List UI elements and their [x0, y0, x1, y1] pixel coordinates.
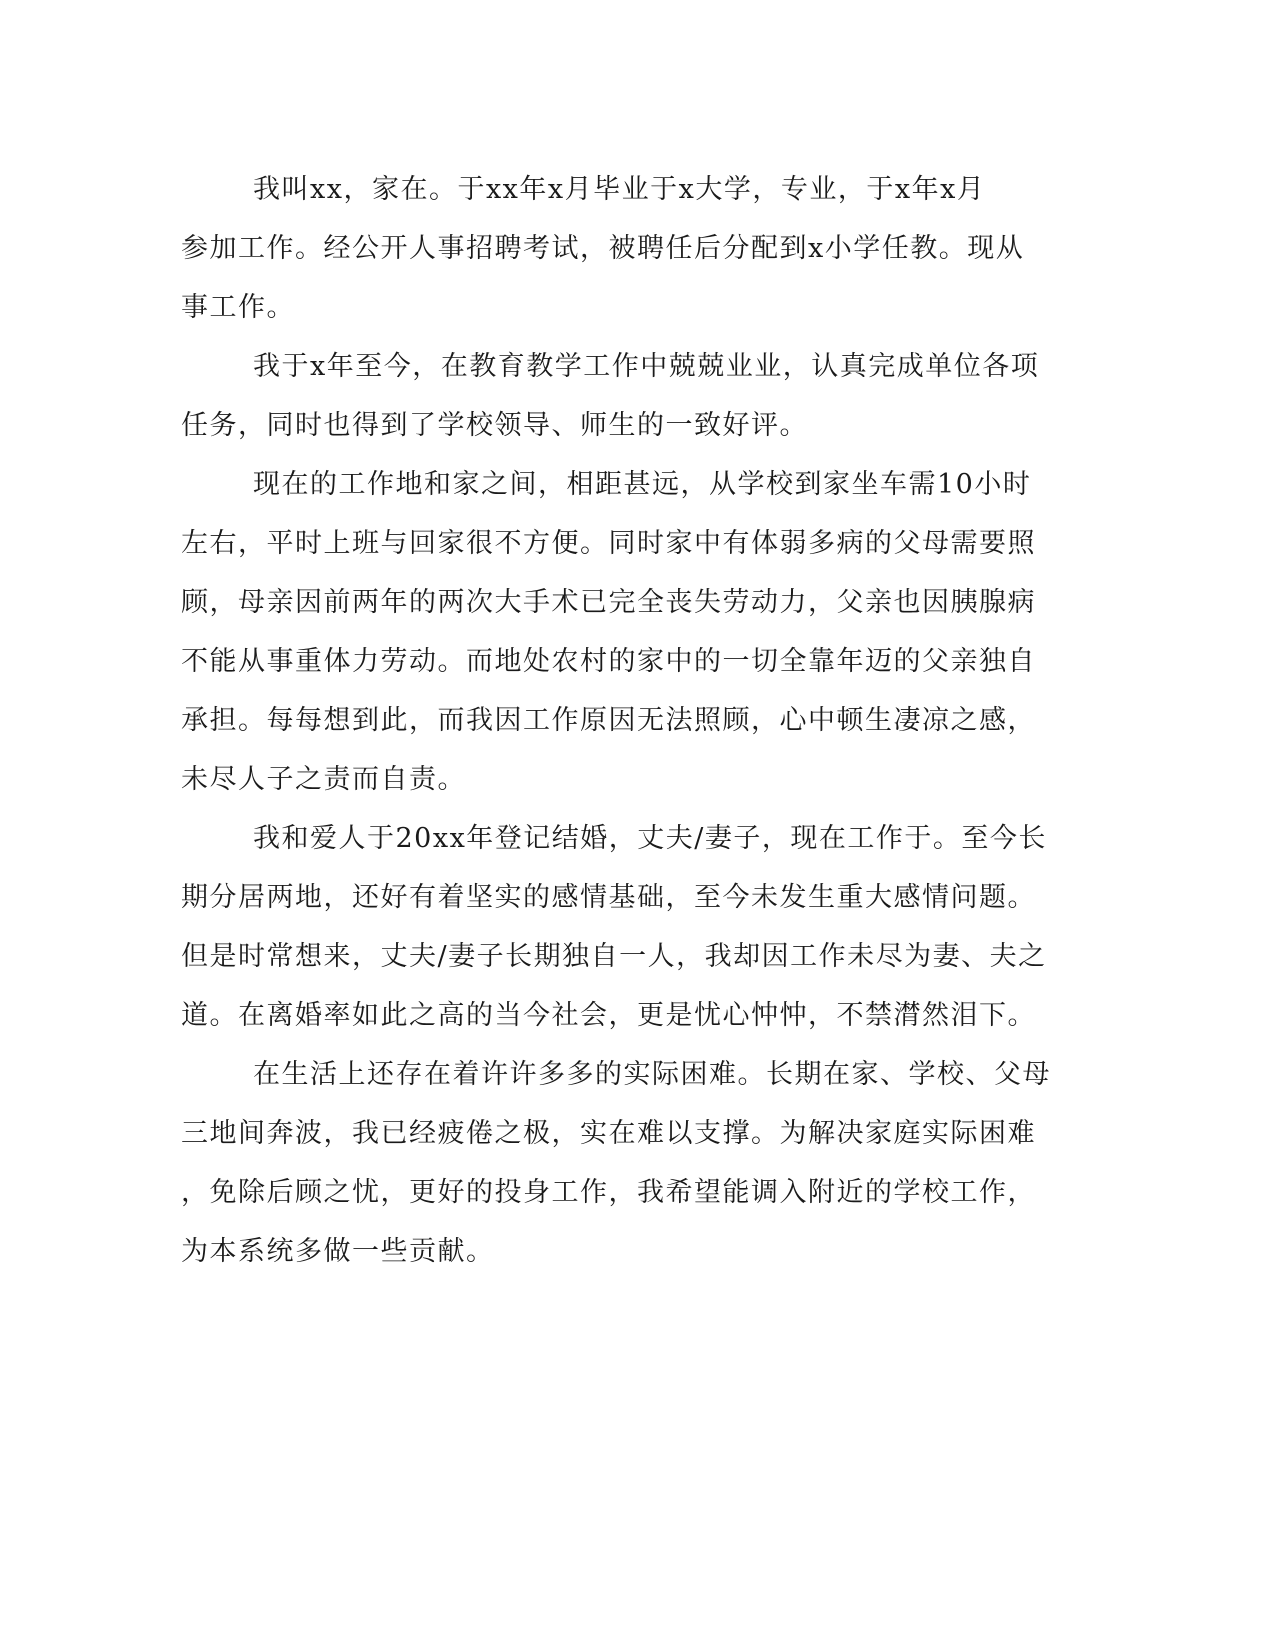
text-line: ，免除后顾之忧，更好的投身工作，我希望能调入附近的学校工作，: [181, 1177, 1036, 1208]
text-line: 但是时常想来，丈夫/妻子长期独自一人，我却因工作未尽为妻、夫之: [181, 941, 1047, 972]
text-line: 现在的工作地和家之间，相距甚远，从学校到家坐车需10小时: [253, 469, 1032, 500]
text-line: 为本系统多做一些贡献。: [181, 1236, 495, 1267]
text-line: 道。在离婚率如此之高的当今社会，更是忧心忡忡，不禁潸然泪下。: [181, 1000, 1036, 1031]
text-line: 承担。每每想到此，而我因工作原因无法照顾，心中顿生凄凉之感，: [181, 705, 1036, 736]
text-line: 三地间奔波，我已经疲倦之极，实在难以支撑。为解决家庭实际困难: [181, 1118, 1036, 1149]
text-line: 参加工作。经公开人事招聘考试，被聘任后分配到x小学任教。现从: [181, 233, 1025, 264]
text-line: 任务，同时也得到了学校领导、师生的一致好评。: [181, 410, 808, 441]
text-line: 顾，母亲因前两年的两次大手术已完全丧失劳动力，父亲也因胰腺病: [181, 587, 1036, 618]
text-line: 我和爱人于20xx年登记结婚，丈夫/妻子，现在工作于。至今长: [253, 823, 1047, 854]
text-line: 不能从事重体力劳动。而地处农村的家中的一切全靠年迈的父亲独自: [181, 646, 1036, 677]
paragraph-3: [181, 455, 1036, 809]
text-line: 我叫xx，家在。于xx年x月毕业于x大学，专业，于x年x月: [253, 174, 986, 205]
text-line: 期分居两地，还好有着坚实的感情基础，至今未发生重大感情问题。: [181, 882, 1036, 913]
text-line: 左右，平时上班与回家很不方便。同时家中有体弱多病的父母需要照: [181, 528, 1036, 559]
text-line: 我于x年至今，在教育教学工作中兢兢业业，认真完成单位各项: [253, 351, 1040, 382]
text-line: 未尽人子之责而自责。: [181, 764, 466, 795]
text-line: 在生活上还存在着许许多多的实际困难。长期在家、学校、父母: [253, 1059, 1051, 1090]
document-body: [181, 160, 1051, 1281]
paragraph-2: [181, 337, 1040, 455]
paragraph-5: [181, 1045, 1051, 1281]
paragraph-1: [181, 160, 1031, 337]
paragraph-4: [181, 809, 1047, 1045]
text-line: 事工作。: [181, 292, 295, 323]
